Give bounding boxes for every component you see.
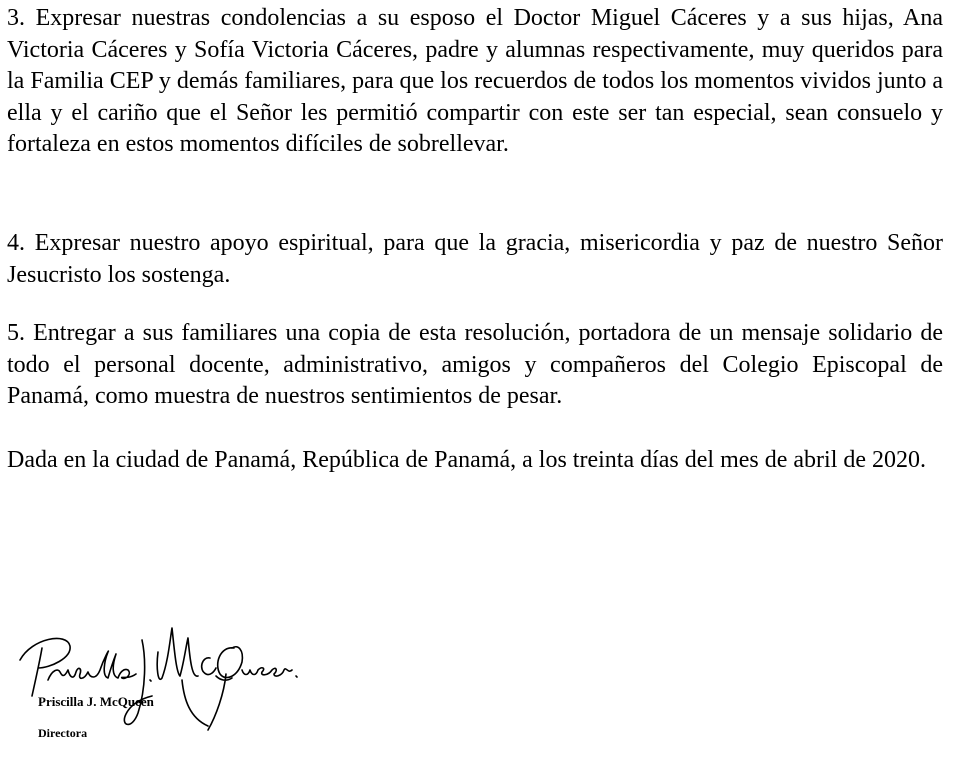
signatory-title: Directora	[38, 726, 88, 740]
paragraph-3-condolences: 3. Expresar nuestras condolencias a su esposo el Doctor Miguel Cáceres y a sus hijas, Ana Victoria Cáceres y Sofía Victoria Cáceres, padre y alumnas respectivamente, muy queridos para la Familia CEP y demás familiares, para que los recuerdos de todos los momentos vividos junto a ella y el cariño que el Señor les permitió compartir con este ser tan especial, sean consuelo y fortaleza en estos momentos difíciles de sobrellevar.	[7, 5, 943, 157]
paragraph-date-place: Dada en la ciudad de Panamá, República de Panamá, a los treinta días del mes de abril de 2020.	[7, 447, 927, 473]
signature-block	[12, 618, 312, 748]
signatory-name: Priscilla J. McQueen	[38, 694, 154, 709]
paragraph-4-spiritual-support: 4. Expresar nuestro apoyo espiritual, para que la gracia, misericordia y paz de nuestro Señor Jesucristo los sostenga.	[7, 230, 943, 288]
handwritten-signature	[12, 618, 302, 743]
paragraph-5-delivery: 5. Entregar a sus familiares una copia de esta resolución, portadora de un mensaje solidario de todo el personal docente, administrativo, amigos y compañeros del Colegio Episcopal de Panamá, como muestra de nuestros sentimientos de pesar.	[7, 320, 943, 409]
